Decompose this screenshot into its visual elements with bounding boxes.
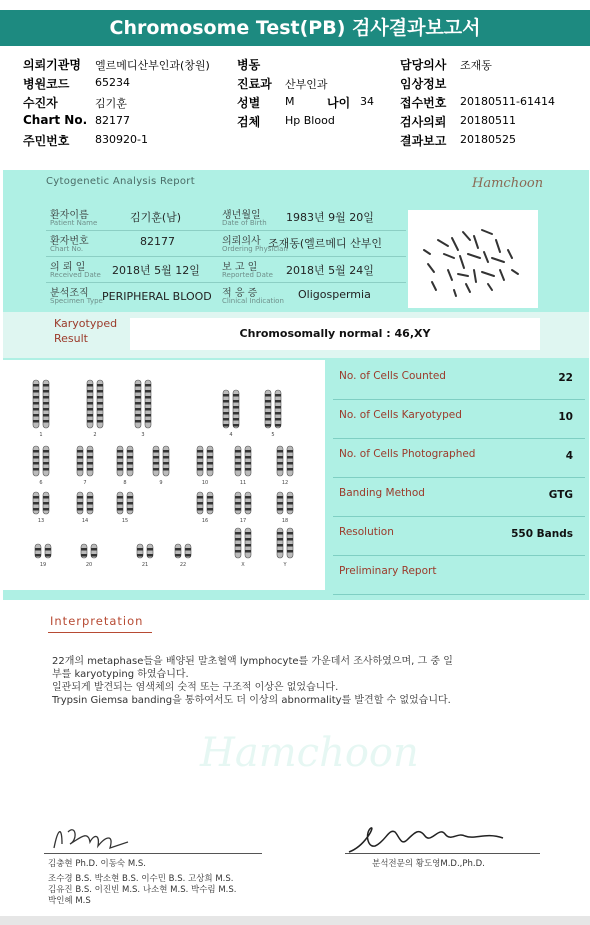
specimen-value: Hp Blood [285,114,335,127]
stat-value: 10 [558,411,573,423]
chromosome-label: 10 [201,480,209,486]
institution-value: 엘르메디산부인과(창원) [95,59,210,72]
specimen-type-label: 분석조직 [50,288,89,299]
chromosome-pair [137,544,153,558]
stat-label: No. of Cells Karyotyped [339,409,462,421]
chromosome-pair [175,544,191,558]
chromosome-pair [223,390,239,428]
request-date-label: 검사의뢰 [400,115,447,129]
karyotype-result: Chromosomally normal : 46,XY [130,318,540,350]
physician-value: 조재동(엘르메디 산부인 [268,237,383,250]
chromosome-pair [135,380,151,428]
chromosome-pair [277,446,293,476]
bottom-bar [0,916,590,925]
accession-value: 20180511-61414 [460,95,555,108]
left-signature-line [44,853,262,854]
chromosome-pair [153,446,169,476]
chromosome-pair [235,492,251,514]
physician-label: 의뢰의사 [222,236,261,247]
right-signature-line [345,853,540,854]
clinical-info-label: 임상정보 [400,77,447,91]
stat-value: 550 Bands [511,528,573,540]
doctor-label: 담당의사 [400,58,447,72]
chromosome-label: 22 [179,562,187,568]
sex-value: M [285,95,295,108]
age-value: 34 [360,95,374,108]
request-date-value: 20180511 [460,114,516,127]
interpretation-line-3: 일관되게 발견되는 염색체의 숫적 또는 구조적 이상은 없었습니다. [52,682,339,693]
stat-row [333,516,585,556]
left-signer-name: 김충현 Ph.D. 이동숙 M.S. [48,859,146,869]
report-date-label: 결과보고 [400,134,447,148]
stat-row [333,399,585,439]
chromosome-label: 13 [37,518,45,524]
stat-row [333,477,585,517]
chromosome-pair [33,380,49,428]
hospital-code-value: 65234 [95,76,130,89]
chromosome-label: 3 [141,432,145,438]
chromosome-label: 16 [201,518,209,524]
chromosome-label: X [241,562,245,568]
ward-label: 병동 [237,58,261,72]
karyogram-image [3,360,325,590]
indication-label: 적 응 증 [222,288,258,299]
chromosome-label: 9 [159,480,163,486]
chart-label: 환자번호 [50,236,89,247]
chromosome-label: 14 [81,518,89,524]
chromosome-label: 18 [281,518,289,524]
stat-row [333,438,585,478]
staff-line-2: 김유진 B.S. 이진빈 M.S. 나소현 M.S. 박수림 M.S. [48,885,237,895]
chromosome-pair [197,492,213,514]
doctor-value: 조재동 [460,59,492,72]
specimen-label: 검체 [237,115,261,129]
chart-no-value: 82177 [95,114,130,127]
chromosome-label: 17 [239,518,247,524]
patient-value: 김기훈 [95,97,127,110]
chart-no-label: Chart No. [23,113,88,127]
chromosome-pair [277,528,293,558]
analysis-stats [333,360,585,592]
chromosome-pair [33,446,49,476]
interpretation-title: Interpretation [50,614,144,628]
chromosome-pair [235,528,251,558]
stat-value: GTG [548,489,573,501]
interpretation-line-1: 22개의 metaphase들을 배양된 말초혈액 lymphocyte를 가운데서 조사하였으며, 그 중 일 [52,656,453,667]
stat-row [333,555,585,595]
chromosome-pair [265,390,281,428]
patient-name-value: 김기훈(남) [130,211,182,224]
chromosome-pair [81,544,97,558]
chromosome-label: 1 [39,432,43,438]
chromosome-label: 12 [281,480,289,486]
chromosome-label: 4 [229,432,233,438]
left-signature [48,820,138,856]
staff-line-1: 조수경 B.S. 박소현 B.S. 이수민 B.S. 고상희 M.S. [48,874,234,884]
reported-label: 보 고 일 [222,262,258,273]
reported-value: 2018년 5월 24일 [286,264,374,277]
chromosome-pair [235,446,251,476]
chromosome-label: 11 [239,480,247,486]
patient-name-en: Patient Name [50,219,98,227]
metaphase-spread-image [408,210,538,308]
chromosome-pair [117,492,133,514]
chromosome-label: 6 [39,480,43,486]
report-heading: Cytogenetic Analysis Report [46,176,195,187]
chromosome-label: 8 [123,480,127,486]
chromosome-pair [117,446,133,476]
indication-en: Clinical Indication [222,297,284,305]
karyotyped-label-line2: Result [54,332,88,345]
chromosome-pair [35,544,51,558]
chromosome-pair [33,492,49,514]
department-label: 진료과 [237,77,272,91]
stat-value: 22 [558,372,573,384]
specimen-type-en: Specimen Type [50,297,103,305]
chromosome-pair [77,492,93,514]
resident-no-value: 830920-1 [95,133,148,146]
karyotyped-result-label [54,316,117,346]
watermark-logo: Hamchoon [200,730,419,776]
indication-value: Oligospermia [298,288,371,301]
chromosome-label: 21 [141,562,149,568]
stat-label: Banding Method [339,487,425,499]
hamchoon-logo: Hamchoon [472,176,544,191]
report-title-bar: Chromosome Test(PB) 검사결과보고서 [0,10,590,46]
chromosome-pair [77,446,93,476]
resident-no-label: 주민번호 [23,134,70,148]
dob-value: 1983년 9월 20일 [286,211,374,224]
physician-en: Ordering Physician [222,245,288,253]
received-en: Received Date [50,271,101,279]
chromosome-pair [87,380,103,428]
chromosome-label: 2 [93,432,97,438]
accession-label: 접수번호 [400,96,447,110]
stat-value: 4 [565,450,573,462]
received-label: 의 뢰 일 [50,262,86,273]
stat-row [333,360,585,400]
chromosome-label: Y [283,562,287,568]
dob-label: 생년월일 [222,210,261,221]
report-date-value: 20180525 [460,133,516,146]
right-signature [345,818,515,858]
karyotyped-label-line1: Karyotyped [54,317,118,330]
chromosome-label: 5 [271,432,275,438]
hospital-code-label: 병원코드 [23,77,70,91]
chromosome-label: 20 [85,562,93,568]
staff-line-3: 박인혜 M.S [48,896,91,906]
chart-en: Chart No. [50,245,84,253]
interpretation-line-4: Trypsin Giemsa banding을 통하여서도 더 이상의 abnormality를 발견할 수 없었습니다. [52,695,451,706]
patient-label: 수진자 [23,96,58,110]
chromosome-label: 7 [83,480,87,486]
institution-label: 의뢰기관명 [23,58,81,72]
stat-label: No. of Cells Counted [339,370,446,382]
sex-label: 성별 [237,96,261,110]
stat-label: No. of Cells Photographed [339,448,476,460]
chromosome-label: 15 [121,518,129,524]
interpretation-line-2: 부를 karyotyping 하였습니다. [52,669,189,680]
age-label: 나이 [327,96,351,110]
patient-name-label: 환자이름 [50,210,89,221]
chromosome-label: 19 [39,562,47,568]
stat-label: Resolution [339,526,394,538]
interpretation-underline [48,632,152,633]
dob-en: Date of Birth [222,219,267,227]
karyogram-svg [3,360,325,590]
specimen-type-value: PERIPHERAL BLOOD [102,290,212,303]
stat-label: Preliminary Report [339,565,437,577]
chromosome-pair [277,492,293,514]
right-signer-name: 분석전문의 황도영M.D.,Ph.D. [372,859,485,869]
department-value: 산부인과 [285,78,328,91]
reported-en: Reported Date [222,271,273,279]
metaphase-spread-svg [408,210,538,308]
chromosome-pair [197,446,213,476]
received-value: 2018년 5월 12일 [112,264,200,277]
chart-value: 82177 [140,235,175,248]
